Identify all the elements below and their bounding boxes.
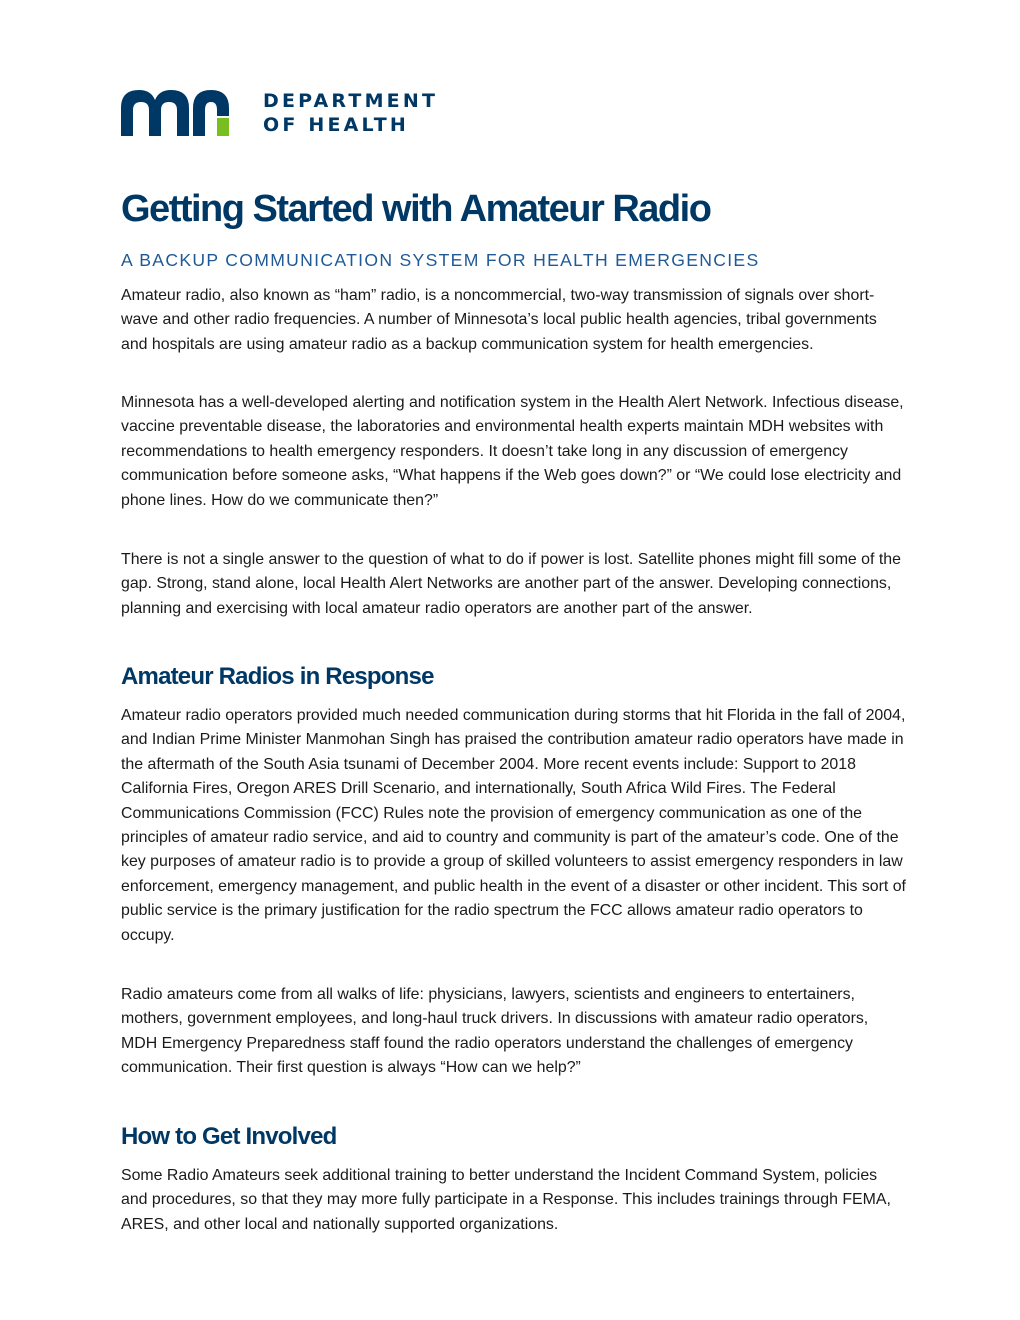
- section-paragraph: Radio amateurs come from all walks of life: physicians, lawyers, scientists and engineers to entertainers, mothers, government employees, and long-haul truck drivers. In discussions with amateur radio operators, MDH Emergency Preparedness staff found the radio operators understand the challenges of emergency communication. Their first question is always “How can we help?”: [121, 986, 869, 1077]
- logo-line-of-health: OF HEALTH: [263, 114, 409, 136]
- section-paragraph: Amateur radio operators provided much needed communication during storms that hit Florida in the fall of 2004, and Indian Prime Minister Manmohan Singh has praised the contribution amateur radio operators have made in the aftermath of the South Asia tsunami of December 2004. More recent events include: Support to 2018 California Fires, Oregon ARES Drill Scenario, and internationally, South Africa Wild Fires. The Federal Communications Commission (FCC) Rules note the provision of emergency communication as one of the principles of amateur radio service, and aid to country and community is part of the amateur’s code. One of the key purposes of amateur radio is to provide a group of skilled volunteers to assist emergency responders in law enforcement, emergency management, and public health in the event of a disaster or other incident. This sort of public service is the primary justification for the radio spectrum the FCC allows amateur radio operators to occupy.: [121, 707, 906, 944]
- intro-paragraph: Minnesota has a well-developed alerting and notification system in the Health Alert Network. Infectious disease, vaccine preventable disease, the laboratories and environmental health experts maintain MDH websites with recommendations to health emergency responders. It doesn’t take long in any discussion of emergency communication before someone asks, “What happens if the Web goes down?” or “We could lose electricity and phone lines. How do we communicate then?”: [121, 394, 904, 509]
- section-paragraph: Some Radio Amateurs seek additional training to better understand the Incident Command System, policies and procedures, so that they may more fully participate in a Response. This includes trainings through FEMA, ARES, and other local and nationally supported organizations.: [121, 1167, 891, 1233]
- mdh-logo: [121, 88, 439, 138]
- mn-logo-icon: [121, 88, 251, 138]
- section-heading-response: Amateur Radios in Response: [121, 663, 434, 690]
- page-title: Getting Started with Amateur Radio: [121, 188, 711, 230]
- section-heading-get-involved: How to Get Involved: [121, 1123, 337, 1150]
- logo-line-department: DEPARTMENT: [263, 90, 439, 112]
- logo-wordmark: [263, 89, 438, 137]
- page-subtitle: A BACKUP COMMUNICATION SYSTEM FOR HEALTH EMERGENCIES: [121, 250, 760, 270]
- intro-paragraph: There is not a single answer to the question of what to do if power is lost. Satellite phones might fill some of the gap. Strong, stand alone, local Health Alert Networks are another part of the answer. Developing connections, planning and exercising with local amateur radio operators are another part of the answer.: [121, 551, 901, 617]
- intro-paragraph: Amateur radio, also known as “ham” radio, is a noncommercial, two-way transmission of signals over short-wave and other radio frequencies. A number of Minnesota’s local public health agencies, tribal governments and hospitals are using amateur radio as a backup communication system for health emergencies.: [121, 287, 877, 353]
